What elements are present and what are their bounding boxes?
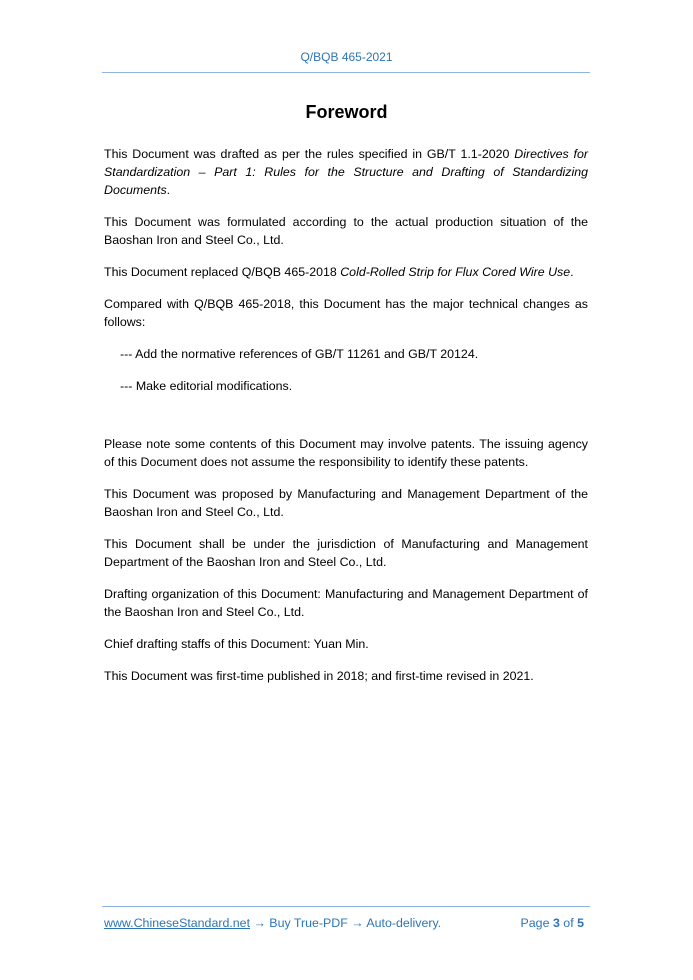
paragraph-publication-history: This Document was first-time published in 2018; and first-time revised in 2021. — [104, 669, 534, 683]
paragraph-text: . — [166, 183, 171, 197]
footer-promo-text: → Buy True-PDF → Auto-delivery. — [250, 916, 442, 930]
page-of-label: of — [563, 916, 574, 930]
document-code-header: Q/BQB 465-2021 — [300, 50, 393, 64]
page-label: Page — [520, 916, 550, 930]
referenced-title: Directives for Standardization – Part 1: Rules for the Structure and Drafting of Standardizing Documents — [104, 147, 588, 197]
total-pages-number: 5 — [577, 916, 584, 930]
current-page-number: 3 — [552, 916, 560, 930]
change-item: --- Add the normative references of GB/T 11261 and GB/T 20124. — [120, 347, 479, 361]
page-footer — [104, 916, 588, 930]
paragraph-text: This Document replaced Q/BQB 465-2018 — [104, 265, 341, 279]
page-title: Foreword — [305, 102, 388, 122]
paragraph-drafting-organization: Drafting organization of this Document: Manufacturing and Management Department of the Baoshan Iron and Steel Co., Ltd. — [104, 587, 588, 619]
referenced-title: Cold-Rolled Strip for Flux Cored Wire Use — [340, 265, 571, 279]
paragraph-text: This Document was drafted as per the rules specified in GB/T 1.1-2020 — [104, 147, 515, 161]
website-link[interactable]: www.ChineseStandard.net — [104, 916, 251, 930]
paragraph-patents: Please note some contents of this Document may involve patents. The issuing agency of this Document does not assume the responsibility to identify these patents. — [104, 437, 588, 469]
paragraph-formulation: This Document was formulated according to the actual production situation of the Baoshan Iron and Steel Co., Ltd. — [104, 215, 588, 247]
paragraph-drafting-rules — [104, 145, 588, 199]
document-body — [104, 145, 588, 699]
paragraph-proposed-by: This Document was proposed by Manufacturing and Management Department of the Baoshan Iron and Steel Co., Ltd. — [104, 487, 588, 519]
paragraph-drafting-staff: Chief drafting staffs of this Document: Yuan Min. — [104, 637, 369, 651]
change-item: --- Make editorial modifications. — [120, 379, 293, 393]
page-indicator — [521, 916, 584, 930]
spacer — [104, 409, 588, 435]
header-divider — [102, 72, 590, 73]
paragraph-text: . — [570, 265, 574, 279]
paragraph-replacement — [104, 263, 588, 281]
paragraph-jurisdiction: This Document shall be under the jurisdiction of Manufacturing and Management Department of the Baoshan Iron and Steel Co., Ltd. — [104, 537, 588, 569]
paragraph-changes-intro: Compared with Q/BQB 465-2018, this Document has the major technical changes as follows: — [104, 297, 588, 329]
footer-divider — [102, 906, 590, 907]
